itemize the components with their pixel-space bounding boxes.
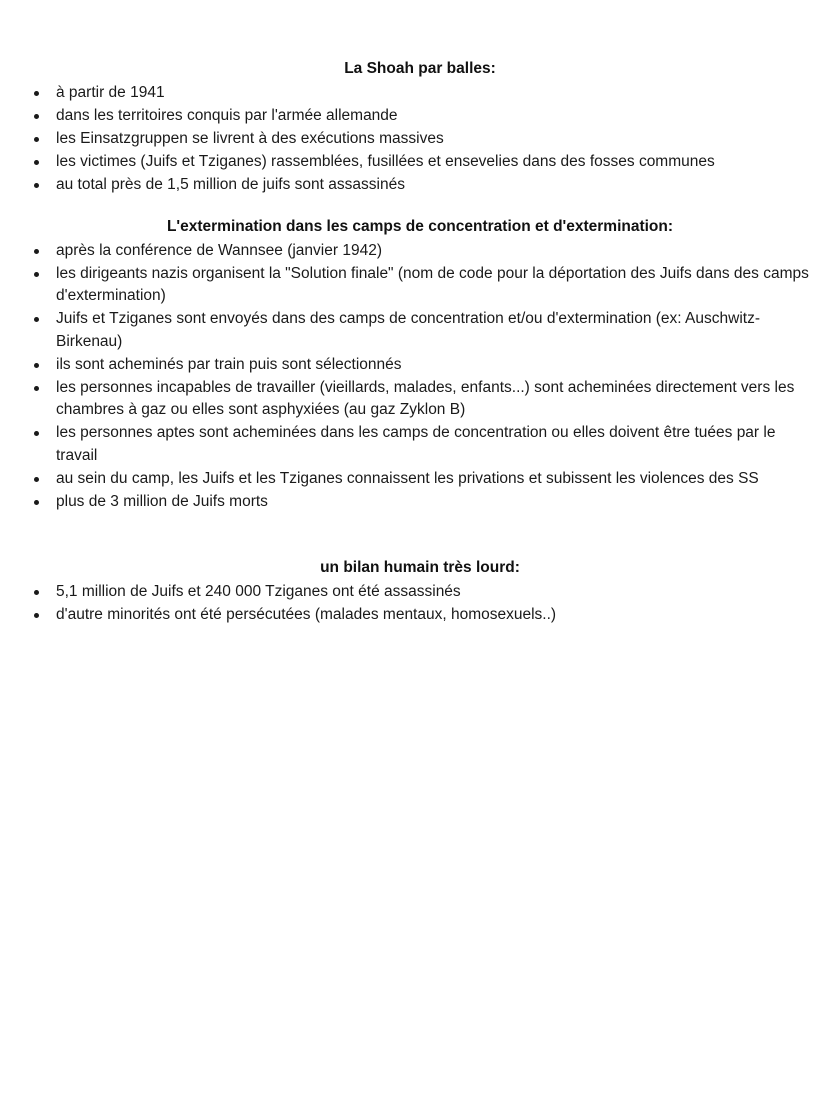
bullet-icon (34, 386, 39, 391)
list-item (30, 105, 810, 128)
list-item-text: les victimes (Juifs et Tziganes) rassemblées, fusillées et ensevelies dans des fosses communes (56, 152, 715, 170)
bullet-list (30, 82, 810, 197)
bullet-icon (34, 114, 39, 119)
bullet-list (30, 581, 810, 627)
list-item (30, 240, 810, 263)
bullet-icon (34, 183, 39, 188)
bullet-icon (34, 363, 39, 368)
list-item (30, 354, 810, 377)
bullet-icon (34, 272, 39, 277)
list-item-text: les personnes aptes sont acheminées dans les camps de concentration ou elles doivent être tuées par le travail (56, 424, 776, 464)
list-item (30, 263, 810, 308)
bullet-icon (34, 91, 39, 96)
section-extermination-camps (30, 216, 810, 514)
list-item-text: après la conférence de Wannsee (janvier 1942) (56, 241, 382, 259)
bullet-icon (34, 613, 39, 618)
section-title: L'extermination dans les camps de concentration et d'extermination: (166, 218, 674, 235)
list-item-text: plus de 3 million de Juifs morts (56, 492, 268, 510)
bullet-icon (34, 590, 39, 595)
section-title: un bilan humain très lourd: (320, 559, 520, 576)
list-item (30, 174, 810, 197)
list-item (30, 604, 810, 627)
list-item-text: à partir de 1941 (56, 83, 165, 101)
list-item-text: au sein du camp, les Juifs et les Tziganes connaissent les privations et subissent les violences des SS (56, 469, 759, 487)
list-item-text: ils sont acheminés par train puis sont sélectionnés (56, 355, 402, 373)
list-item-text: au total près de 1,5 million de juifs sont assassinés (56, 175, 405, 193)
list-item-text: les Einsatzgruppen se livrent à des exécutions massives (56, 129, 444, 147)
list-item-text: Juifs et Tziganes sont envoyés dans des camps de concentration et/ou d'extermination (ex: Auschwitz-Birkenau) (56, 310, 760, 350)
list-item (30, 128, 810, 151)
bullet-icon (34, 431, 39, 436)
bullet-icon (34, 317, 39, 322)
bullet-icon (34, 500, 39, 505)
list-item-text: d'autre minorités ont été persécutées (malades mentaux, homosexuels..) (56, 605, 557, 623)
list-item (30, 581, 810, 604)
list-item-text: dans les territoires conquis par l'armée allemande (56, 106, 398, 124)
list-item (30, 308, 810, 353)
section-shoah-par-balles (30, 58, 810, 197)
section-title: La Shoah par balles: (344, 60, 496, 77)
list-item (30, 82, 810, 105)
list-item (30, 468, 810, 491)
list-item (30, 491, 810, 514)
bullet-icon (34, 249, 39, 254)
list-item-text: 5,1 million de Juifs et 240 000 Tziganes ont été assassinés (56, 582, 461, 600)
bullet-icon (34, 160, 39, 165)
bullet-icon (34, 477, 39, 482)
list-item (30, 377, 810, 422)
bullet-icon (34, 137, 39, 142)
list-item-text: les dirigeants nazis organisent la "Solution finale" (nom de code pour la déportation des Juifs dans des camps d'extermination) (56, 264, 809, 304)
section-bilan-humain (30, 557, 810, 627)
list-item (30, 151, 810, 174)
bullet-list (30, 240, 810, 514)
list-item-text: les personnes incapables de travailler (vieillards, malades, enfants...) sont acheminées directement vers les chambres à gaz ou elles sont asphyxiées (au gaz Zyklon B) (56, 378, 795, 418)
list-item (30, 422, 810, 467)
